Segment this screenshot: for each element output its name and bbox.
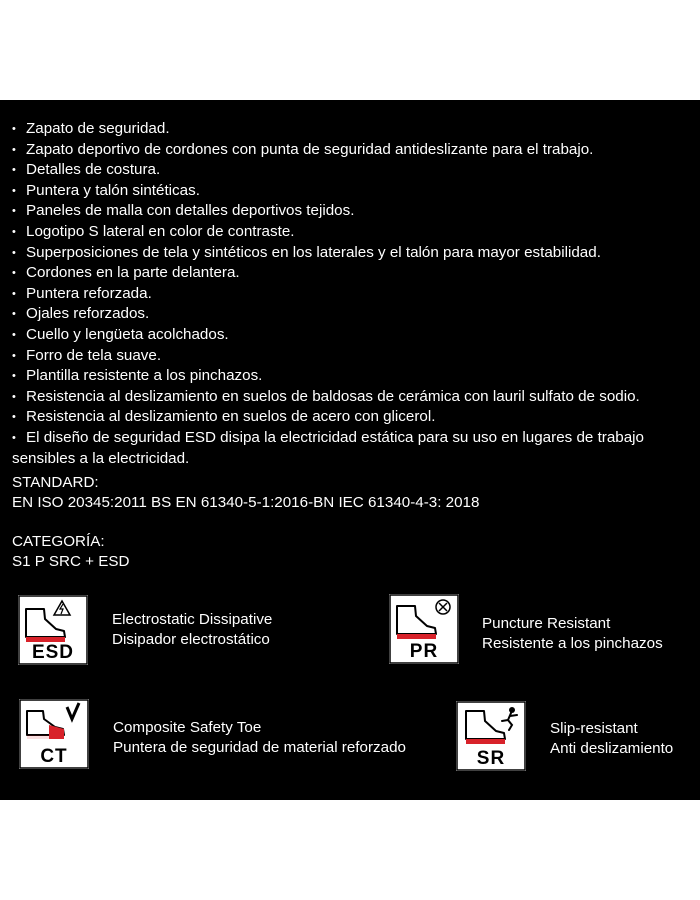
pr-boot-icon	[389, 594, 459, 664]
feature-text: Forro de tela suave.	[26, 346, 162, 364]
feature-text: Plantilla resistente a los pinchazos.	[26, 367, 263, 385]
feature-text: Superposiciones de tela y sintéticos en los laterales y el talón para mayor estabilidad.	[26, 243, 601, 261]
list-item: • Cuello y lengüeta acolchados.	[12, 325, 229, 343]
feature-text: Paneles de malla con detalles deportivos tejidos.	[26, 202, 355, 220]
feature-text: Cuello y lengüeta acolchados.	[26, 325, 229, 343]
sr-label: SR	[476, 748, 506, 769]
list-item: • Forro de tela suave.	[12, 346, 162, 364]
feature-text: Resistencia al deslizamiento en suelos de acero con glicerol.	[26, 408, 436, 426]
pr-english: Puncture Resistant	[482, 615, 611, 632]
sr-boot-icon	[456, 701, 526, 771]
feature-text: Detalles de costura.	[26, 161, 161, 179]
list-item: • El diseño de seguridad ESD disipa la electricidad estática para su uso en lugares de trabajo sensibles a la electricidad.	[12, 428, 645, 467]
feature-text: Ojales reforzados.	[26, 305, 150, 323]
sr-description	[550, 719, 673, 759]
feature-text: Puntera y talón sintéticas.	[26, 181, 200, 199]
ct-english: Composite Safety Toe	[113, 719, 262, 736]
ct-description	[113, 718, 406, 758]
category-value: S1 P SRC + ESD	[12, 553, 130, 570]
feature-text: Puntera reforzada.	[26, 284, 152, 302]
list-item: • Puntera reforzada.	[12, 284, 152, 302]
list-item: • Zapato deportivo de cordones con punta de seguridad antideslizante para el trabajo.	[12, 140, 594, 158]
standard-value: EN ISO 20345:2011 BS EN 61340-5-1:2016-BN IEC 61340-4-3: 2018	[12, 494, 480, 511]
ct-boot-icon	[19, 699, 89, 769]
sr-english: Slip-resistant	[550, 720, 638, 737]
standard-heading: STANDARD:	[12, 474, 99, 491]
list-item: • Resistencia al deslizamiento en suelos de acero con glicerol.	[12, 408, 436, 426]
ct-label: CT	[40, 746, 68, 767]
feature-text: El diseño de seguridad ESD disipa la electricidad estática para su uso en lugares de trabajo sensibles a la electricidad.	[12, 428, 645, 467]
list-item: • Resistencia al deslizamiento en suelos de baldosas de cerámica con lauril sulfato de sodio.	[12, 387, 640, 405]
esd-english: Electrostatic Dissipative	[112, 611, 273, 628]
category-heading: CATEGORÍA:	[12, 533, 105, 550]
pr-description	[482, 614, 663, 654]
list-item: • Cordones en la parte delantera.	[12, 264, 240, 282]
sr-spanish: Anti deslizamiento	[550, 740, 674, 757]
feature-text: Resistencia al deslizamiento en suelos de baldosas de cerámica con lauril sulfato de sodio.	[26, 387, 640, 405]
ct-spanish: Puntera de seguridad de material reforzado	[113, 739, 406, 756]
feature-text: Logotipo S lateral en color de contraste.	[26, 222, 295, 240]
list-item: • Paneles de malla con detalles deportivos tejidos.	[12, 202, 355, 220]
list-item: • Plantilla resistente a los pinchazos.	[12, 367, 263, 385]
feature-list	[12, 119, 694, 468]
feature-text: Cordones en la parte delantera.	[26, 264, 240, 282]
category-section	[12, 532, 129, 572]
list-item: • Zapato de seguridad.	[12, 120, 170, 137]
list-item: • Logotipo S lateral en color de contraste.	[12, 222, 295, 240]
list-item: • Detalles de costura.	[12, 161, 161, 179]
feature-text: Zapato deportivo de cordones con punta de seguridad antideslizante para el trabajo.	[26, 140, 594, 158]
product-details-panel	[0, 100, 700, 800]
esd-spanish: Disipador electrostático	[112, 631, 270, 648]
esd-boot-icon	[18, 595, 88, 665]
pr-label: PR	[409, 641, 439, 662]
list-item: • Superposiciones de tela y sintéticos en los laterales y el talón para mayor estabilidad.	[12, 243, 601, 261]
esd-description	[112, 610, 272, 650]
list-item: • Ojales reforzados.	[12, 305, 150, 323]
list-item: • Puntera y talón sintéticas.	[12, 181, 200, 199]
esd-label: ESD	[31, 642, 75, 663]
standard-section	[12, 473, 479, 513]
pr-spanish: Resistente a los pinchazos	[482, 635, 663, 652]
feature-text: Zapato de seguridad.	[26, 120, 170, 137]
